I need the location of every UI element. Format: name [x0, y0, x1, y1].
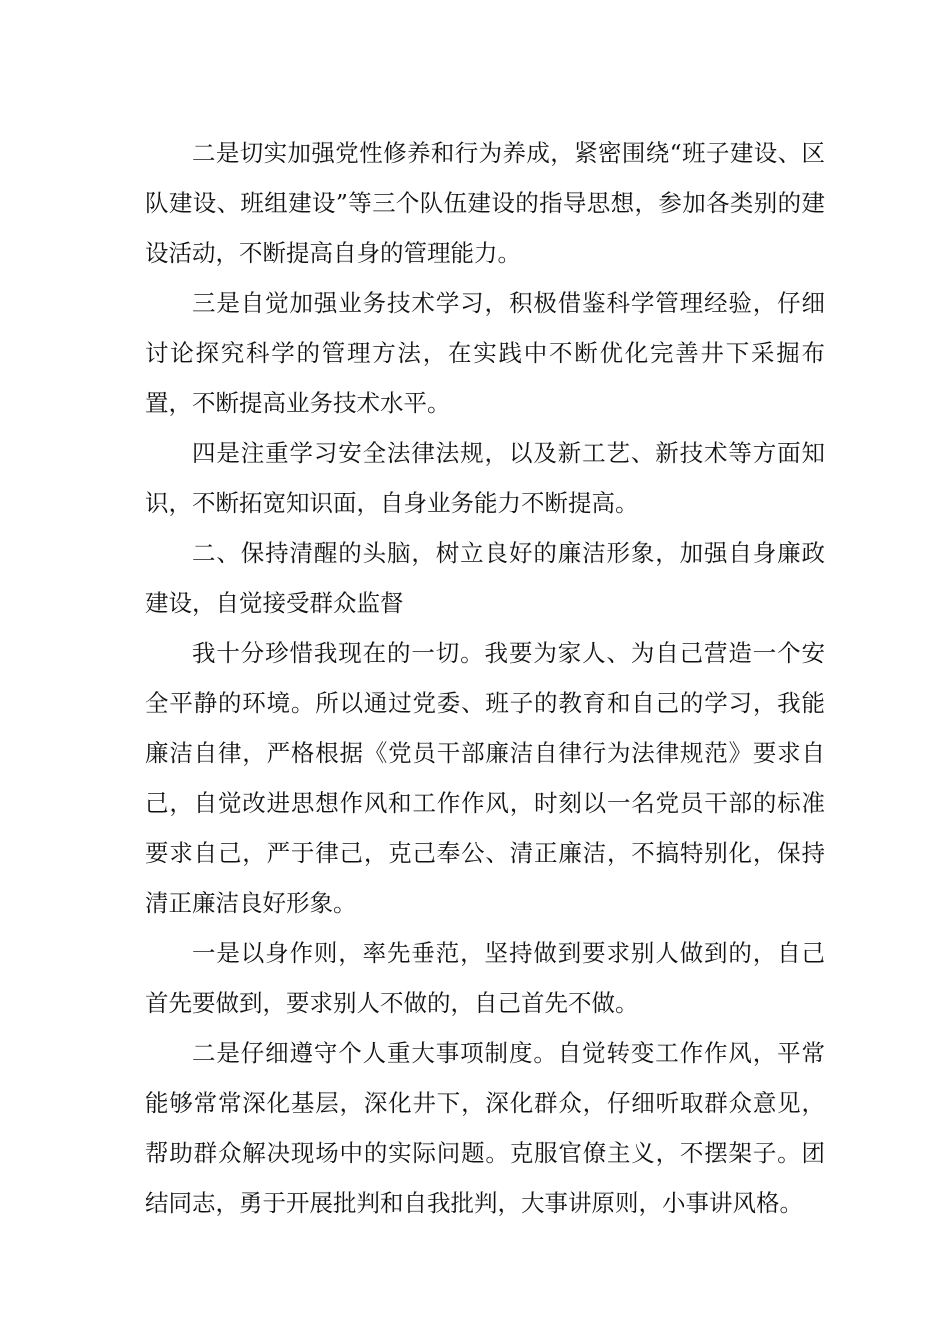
section-heading-integrity: 二、保持清醒的头脑，树立良好的廉洁形象，加强自身廉政建设，自觉接受群众监督 [145, 539, 825, 617]
paragraph-technical-study: 三是自觉加强业务技术学习，积极借鉴科学管理经验，仔细讨论探究科学的管理方法，在实践中不断优化完善井下采掘布置，不断提高业务技术水平。 [145, 289, 825, 417]
paragraph-reporting-system: 二是仔细遵守个人重大事项制度。自觉转变工作作风，平常能够常常深化基层，深化井下，深化群众，仔细听取群众意见，帮助群众解决现场中的实际问题。克服官僚主义，不摆架子。团结同志，勇于开展批判和自我批判，大事讲原则，小事讲风格。 [145, 1039, 825, 1217]
paragraph-safety-laws: 四是注重学习安全法律法规，以及新工艺、新技术等方面知识，不断拓宽知识面，自身业务能力不断提高。 [145, 439, 825, 517]
document-body [145, 128, 825, 1228]
paragraph-lead-by-example: 一是以身作则，率先垂范，坚持做到要求别人做到的，自己首先要做到，要求别人不做的，自己首先不做。 [145, 939, 825, 1017]
paragraph-self-discipline: 我十分珍惜我现在的一切。我要为家人、为自己营造一个安全平静的环境。所以通过党委、班子的教育和自己的学习，我能廉洁自律，严格根据《党员干部廉洁自律行为法律规范》要求自己，自觉改进思想作风和工作作风，时刻以一名党员干部的标准要求自己，严于律己，克己奉公、清正廉洁，不搞特别化，保持清正廉洁良好形象。 [145, 639, 825, 917]
paragraph-party-spirit: 二是切实加强党性修养和行为养成，紧密围绕“班子建设、区队建设、班组建设”等三个队伍建设的指导思想，参加各类别的建设活动，不断提高自身的管理能力。 [145, 139, 825, 267]
